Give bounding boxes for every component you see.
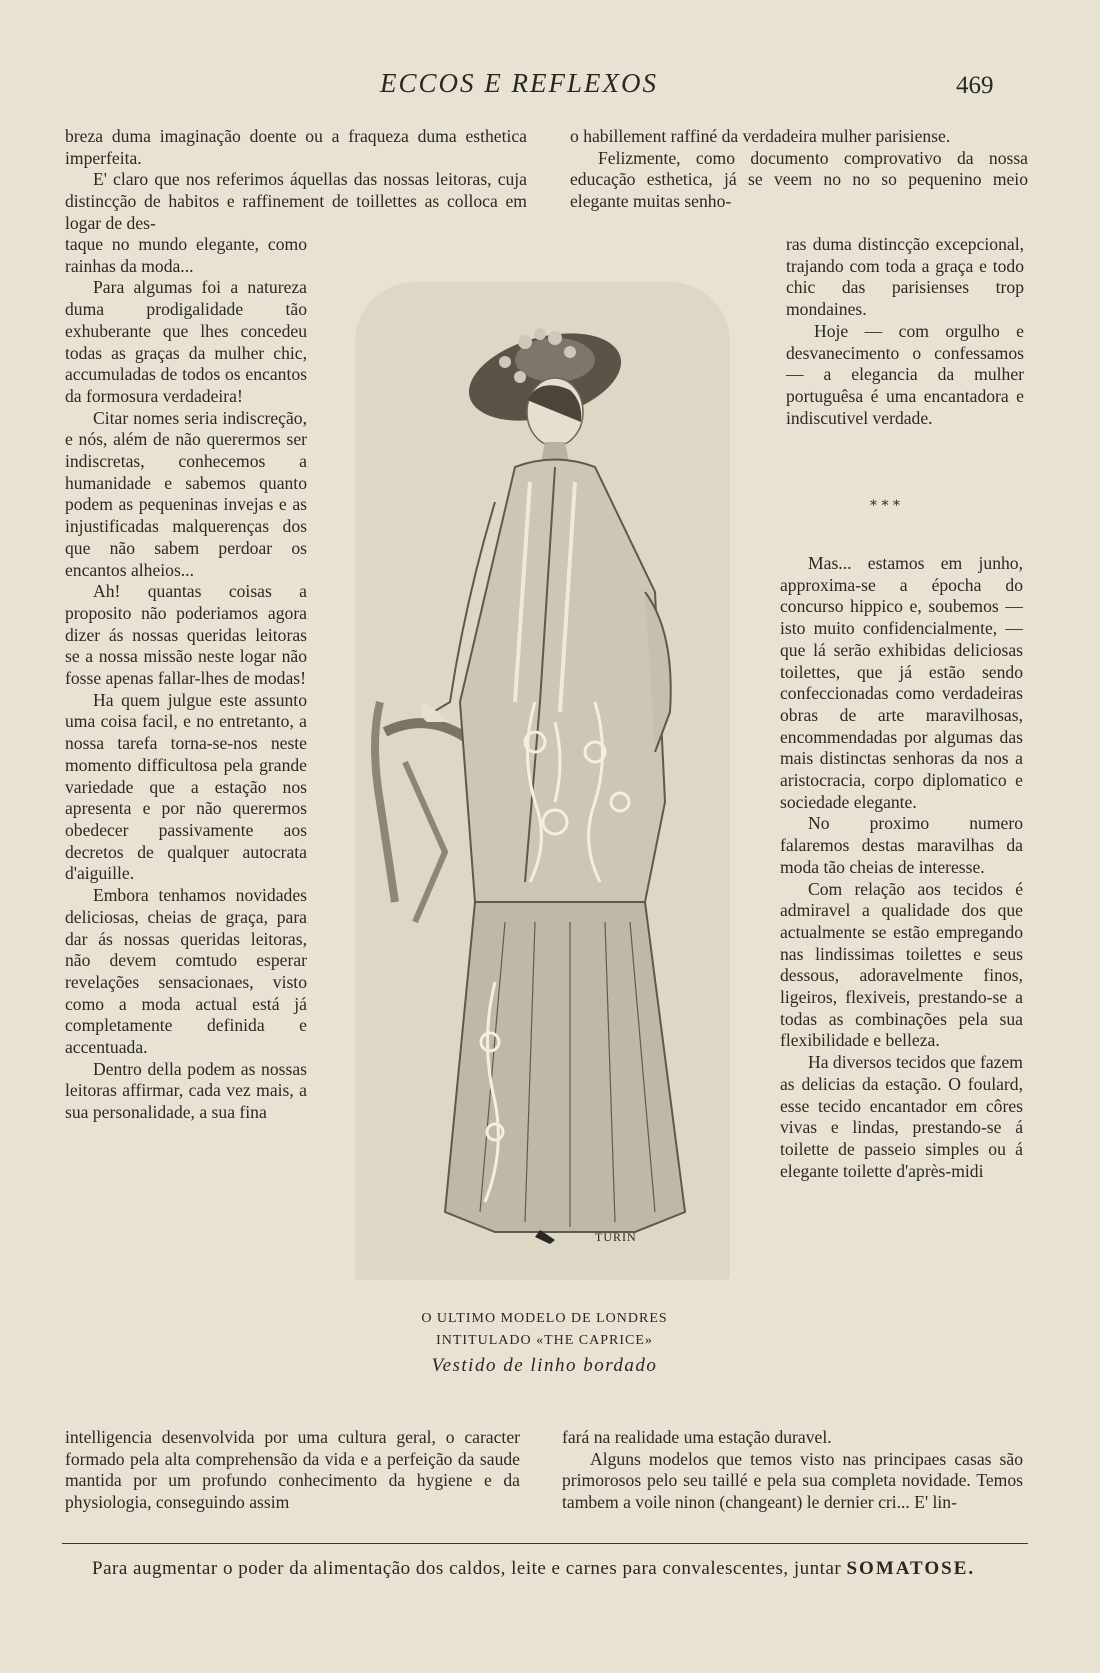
section-break-asterisks: * * * (870, 498, 900, 514)
caption-line: O ULTIMO MODELO DE LONDRES (421, 1311, 668, 1326)
caption-subtitle: Vestido de linho bordado (431, 1355, 658, 1376)
paragraph: Embora tenhamos novidades deliciosas, cheias de graça, para dar ás nossas queridas leitoras, não devem comtudo esperar revelações sensacionaes, visto como a moda actual está já completamente definida e accentuada. (65, 885, 307, 1058)
paragraph: ras duma distincção excepcional, trajando com toda a graça e todo chic das parisienses trop mondaines. (786, 234, 1024, 320)
left-column-bottom (65, 1427, 520, 1514)
paragraph: o habillement raffiné da verdadeira mulher parisiense. (570, 126, 951, 146)
footer-text: Para augmentar o poder da alimentação dos caldos, leite e carnes para convalescentes, juntar (92, 1558, 842, 1579)
paragraph: taque no mundo elegante, como rainhas da moda... (65, 234, 307, 276)
advertisement-footer (62, 1557, 1022, 1581)
paragraph: Citar nomes seria indiscreção, e nós, além de não querermos ser indiscretas, conhecemos a humanidade e sabemos quanto podem as pequeninas invejas e as injustificadas malquerenças dos que não sabem perdoar os encantos alheios... (65, 407, 307, 580)
footer-brand: SOMATOSE. (846, 1558, 976, 1579)
footer-divider (62, 1543, 1028, 1544)
paragraph: E' claro que nos referimos áquellas das nossas leitoras, cuja distincção de habitos e raffinement de toillettes as colloca em logar de des- (65, 169, 527, 233)
paragraph: Dentro della podem as nossas leitoras affirmar, cada vez mais, a sua personalidade, a sua fina (65, 1058, 307, 1123)
page-header (0, 68, 1100, 108)
paragraph: Felizmente, como documento comprovativo da nossa educação esthetica, já se veem no no so pequenino meio elegante muitas senho- (570, 147, 1028, 212)
figure-caption (372, 1308, 717, 1380)
paragraph: Hoje — com orgulho e desvanecimento o confessamos — a elegancia da mulher portuguêsa é uma encantadora e indiscutivel verdade. (786, 320, 1024, 428)
paragraph: Para algumas foi a natureza duma prodigalidade tão exhuberante que lhes concedeu todas as graças da mulher chic, accumuladas de todos os encantos da formosura verdadeira! (65, 277, 307, 406)
right-column-top (570, 126, 1028, 213)
artist-signature: TURIN (595, 1230, 637, 1244)
right-column-narrow (786, 234, 1024, 429)
paragraph: Ha diversos tecidos que fazem as delicias da estação. O foulard, esse tecido encantador em côres vivas e lindas, prestando-se á toilette de passeio simples ou á elegante toilette d'après-midi (780, 1052, 1023, 1181)
right-column-mid (780, 553, 1023, 1182)
left-column-top (65, 126, 527, 235)
paragraph: Ha quem julgue este assunto uma coisa facil, e no entretanto, a nossa tarefa torna-se-nos neste momento difficultosa pela grande variedade que a estação nos apresenta e por não querermos obedecer passivamente aos decretos de qualquer autocrata d'aiguille. (65, 689, 307, 884)
left-column-narrow (65, 234, 307, 1124)
paragraph: Alguns modelos que temos visto nas principaes casas são primorosos pelo seu taillé e pela sua completa novidade. Temos tambem a voile ninon (changeant) le dernier cri... E' lin- (562, 1448, 1023, 1513)
paragraph: Com relação aos tecidos é admiravel a qualidade dos que actualmente se estão empregando nas lindissimas toilettes e seus dessous, adoravelmente finos, ligeiros, flexiveis, prestando-se a todas as combinações pela sua flexibilidade e belleza. (780, 878, 1023, 1051)
caption-line: INTITULADO «THE CAPRICE» (436, 1333, 653, 1348)
paragraph: Mas... estamos em junho, approxima-se a épocha do concurso hippico e, soubemos — isto muito confidencialmente, — que lá serão exhibidas deliciosas toilettes, que já estão sendo confeccionadas como verdadeiras obras de arte maravilhosas, encommendadas por algumas das mais distinctas senhoras da nos a aristocracia, corpo diplomatico e sociedade elegante. (780, 553, 1023, 812)
right-column-bottom (562, 1427, 1023, 1514)
running-title: ECCOS E REFLEXOS (380, 68, 658, 98)
paragraph: No proximo numero falaremos destas maravilhas da moda tão cheias de interesse. (780, 813, 1023, 877)
fashion-illustration (355, 282, 730, 1280)
paragraph: Ah! quantas coisas a proposito não poderiamos agora dizer ás nossas queridas leitoras se a nossa missão neste logar não fosse apenas fallar-lhes de modas! (65, 581, 307, 689)
paragraph: intelligencia desenvolvida por uma cultura geral, o caracter formado pela alta comprehensão da vida e a perfeição da saude mantida por um profundo conhecimento da hygiene e da physiologia, conseguindo assim (65, 1427, 520, 1513)
page-number: 469 (956, 72, 994, 99)
woman-in-embroidered-linen-dress-illustration (355, 282, 730, 1280)
paragraph: fará na realidade uma estação duravel. (562, 1427, 832, 1447)
paragraph: breza duma imaginação doente ou a fraqueza duma esthetica imperfeita. (65, 126, 527, 168)
